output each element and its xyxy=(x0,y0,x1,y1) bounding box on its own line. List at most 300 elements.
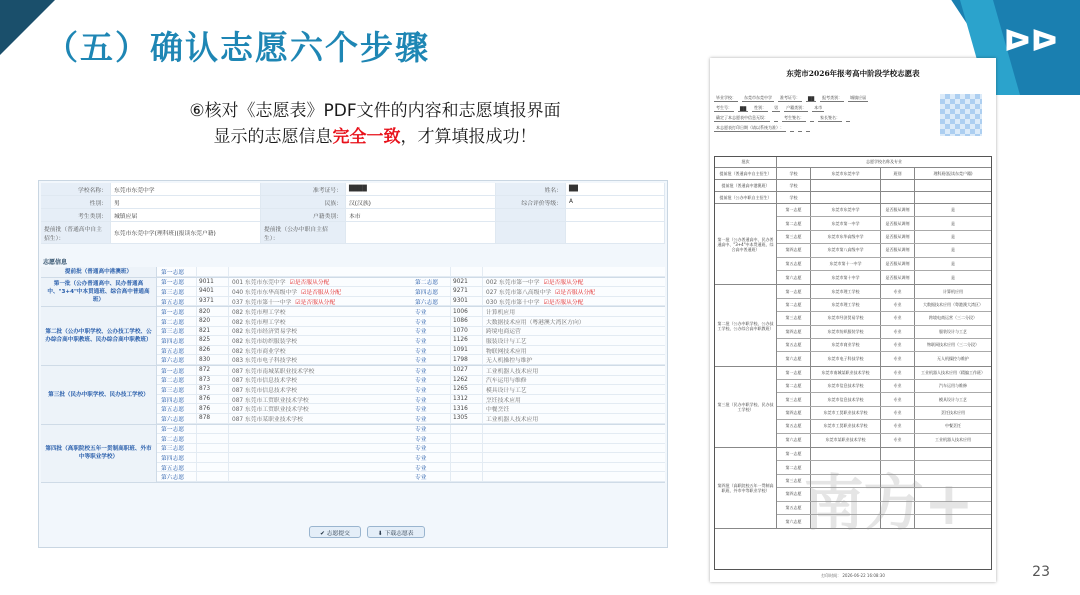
pdf-cell: 学校 xyxy=(777,168,811,179)
pdf-cell: 大数据技术应用（粤港澳大湾区） xyxy=(923,301,983,307)
pdf-cell: 东莞市纺织服装学校 xyxy=(811,326,881,338)
wish-label: 第四志愿 xyxy=(157,336,197,345)
obey-adjust-checkbox[interactable]: ☑是否服从分配 xyxy=(543,299,584,306)
wish-right xyxy=(411,278,665,287)
wish-left xyxy=(157,385,411,394)
wish-school-name: 040 东莞市东华高级中学 ☑是否服从分配 xyxy=(229,287,411,296)
slide-description xyxy=(130,98,620,150)
wish-school-name: 082 东莞市经济贸易学校 xyxy=(232,329,298,336)
pdf-batch-rows xyxy=(777,168,991,179)
pdf-col-header: 批次 xyxy=(715,157,777,167)
wish-right xyxy=(411,463,665,472)
wish-left xyxy=(157,444,411,453)
application-form-screenshot xyxy=(38,180,668,548)
pdf-cell xyxy=(915,180,991,191)
pdf-batch-name: 提前批（公办中职自主招生） xyxy=(715,192,777,203)
pdf-cell: 烹饪技术应用 xyxy=(941,410,965,416)
wish-right xyxy=(411,267,665,276)
info-label: 学校名称： xyxy=(41,183,111,195)
pdf-cell: 第六志愿 xyxy=(777,434,811,447)
wish-row xyxy=(157,336,665,346)
wish-code-input[interactable]: 1070 xyxy=(451,327,483,336)
pdf-wish-row xyxy=(777,367,991,380)
pdf-wish-row xyxy=(777,258,991,271)
pdf-cell: 第二志愿 xyxy=(777,217,811,229)
pdf-wish-row xyxy=(777,393,991,406)
info-value: 城镇应届 xyxy=(111,209,261,221)
wish-row xyxy=(157,366,665,376)
wish-row xyxy=(157,463,665,473)
pdf-cell: 物联网技术应用（三二分段） xyxy=(927,342,979,348)
wish-label: 第四志愿 xyxy=(157,453,197,462)
info-row xyxy=(41,196,665,209)
wish-label: 专业 xyxy=(411,395,451,404)
wish-left xyxy=(157,434,411,443)
wish-label: 第一志愿 xyxy=(157,425,197,434)
pdf-cell: 第五志愿 xyxy=(777,420,811,432)
watermark-logo: 南方+ xyxy=(803,469,974,539)
pdf-batch-row xyxy=(715,168,991,180)
wish-code-input[interactable]: 1316 xyxy=(451,404,483,413)
info-value xyxy=(566,222,665,243)
pdf-cell: 工业机器人技术应用 xyxy=(935,437,971,443)
wish-right xyxy=(411,414,665,423)
wish-label: 第一志愿 xyxy=(157,366,197,375)
wish-major-name xyxy=(483,453,665,462)
pdf-batch-rows xyxy=(777,204,991,284)
wish-right xyxy=(411,287,665,296)
batch-name: 第四批（高职院校五年一贯制高职班、外市中等职业学校） xyxy=(41,425,157,483)
wish-code-input[interactable]: 820 xyxy=(197,307,229,316)
wish-code-input[interactable]: 9401 xyxy=(197,287,229,296)
wish-code-input[interactable]: 1798 xyxy=(451,355,483,364)
wish-code-input[interactable]: 876 xyxy=(197,404,229,413)
pdf-head-blank xyxy=(846,121,850,122)
pdf-cell: 模具设计与工艺 xyxy=(939,396,967,402)
wish-code-input[interactable]: 1262 xyxy=(451,376,483,385)
wish-code-input[interactable] xyxy=(197,472,229,481)
wish-row xyxy=(157,267,665,277)
pdf-cell: 东莞市第十中学 xyxy=(811,271,881,284)
pdf-head-value: 东莞市东莞中学 xyxy=(744,95,772,100)
wish-row xyxy=(157,434,665,444)
wish-row xyxy=(157,472,665,482)
wish-label: 专业 xyxy=(411,317,451,326)
obey-adjust-checkbox[interactable]: ☑是否服从分配 xyxy=(295,299,336,306)
batch-rows xyxy=(157,267,665,277)
wish-code-input[interactable]: 872 xyxy=(197,366,229,375)
pdf-cell: 汽车运用与维修 xyxy=(939,383,967,389)
pdf-cell: 无人机操控与维护 xyxy=(937,355,969,361)
pdf-wish-form xyxy=(710,58,996,582)
info-label: 户籍类别： xyxy=(261,209,346,221)
pdf-cell: 第三志愿 xyxy=(777,475,811,487)
pdf-cell: 东莞市第十一中学 xyxy=(811,258,881,270)
wish-left xyxy=(157,297,411,306)
wish-school-name: 082 东莞市理工学校 xyxy=(232,310,286,316)
pdf-head-label: 报考类别： xyxy=(822,95,843,100)
wish-major-name: 物联网技术应用 xyxy=(486,348,527,355)
wish-row xyxy=(157,414,665,424)
wish-major-name: 中餐烹饪 xyxy=(486,407,510,413)
wish-label: 第二志愿 xyxy=(157,317,197,326)
wish-code-input[interactable] xyxy=(451,434,483,443)
wish-label: 第二志愿 xyxy=(157,434,197,443)
wish-code-input[interactable]: 826 xyxy=(197,346,229,355)
wish-major-name: 烹饪技术应用 xyxy=(486,397,521,404)
wish-label: 专业 xyxy=(411,425,451,434)
wish-label: 专业 xyxy=(411,355,451,364)
wish-code-input[interactable] xyxy=(197,267,229,276)
pdf-head-value: ██ xyxy=(808,96,815,101)
wish-right xyxy=(411,453,665,462)
form-actions xyxy=(309,526,425,538)
pdf-cell: 专业 xyxy=(881,434,915,447)
wish-code-input[interactable] xyxy=(197,434,229,443)
wish-row xyxy=(157,404,665,414)
pdf-batch-row xyxy=(715,285,991,366)
wish-left xyxy=(157,472,411,481)
wish-code-input[interactable]: 830 xyxy=(197,355,229,364)
wish-left xyxy=(157,307,411,316)
wish-code-input[interactable] xyxy=(197,463,229,472)
wish-major-name: 027 东莞市第八高级中学 ☑是否服从分配 xyxy=(483,287,665,296)
pdf-cell: 第二志愿 xyxy=(777,461,811,473)
wish-major-name xyxy=(483,425,665,434)
batch-block xyxy=(41,307,665,366)
batch-name: 第三批（民办中职学校、民办技工学校） xyxy=(41,366,157,424)
info-value xyxy=(566,209,665,221)
pdf-cell: 第五志愿 xyxy=(777,339,811,351)
pdf-head-label: 性别： xyxy=(754,105,767,110)
wish-code-input[interactable]: 1006 xyxy=(451,307,483,316)
wish-code-input[interactable] xyxy=(197,444,229,453)
wish-code-input[interactable] xyxy=(197,425,229,434)
pdf-cell: 东莞市某职业技术学校 xyxy=(811,434,881,447)
submit-button[interactable]: ✔ 志愿提交 xyxy=(309,526,361,538)
wish-major-name xyxy=(483,472,665,481)
pdf-head-blank xyxy=(798,131,802,132)
wish-major-name: 无人机操控与维护 xyxy=(486,358,533,364)
pdf-head-label: 确定了本志愿表中信息无误： xyxy=(716,115,768,120)
wish-code-input[interactable]: 9271 xyxy=(451,287,483,296)
wish-label: 专业 xyxy=(411,376,451,385)
wish-school-name xyxy=(229,425,411,434)
wish-row xyxy=(157,317,665,327)
pdf-wish-row xyxy=(777,285,991,298)
info-row xyxy=(41,222,665,244)
pdf-cell: 东莞市经济贸易学校 xyxy=(811,312,881,324)
info-value: ████ xyxy=(346,183,496,195)
wish-code-input[interactable]: 878 xyxy=(197,414,229,423)
pdf-cell: 跨境电商运营（三二分段） xyxy=(929,315,977,321)
wish-school-name: 087 东莞市信息技术学校 xyxy=(232,378,298,385)
wish-label: 第六志愿 xyxy=(157,355,197,364)
batch-block xyxy=(41,267,665,278)
wish-code-input[interactable] xyxy=(451,267,483,276)
wish-code-input[interactable]: 873 xyxy=(197,385,229,394)
pdf-cell: 第三志愿 xyxy=(777,231,811,243)
wish-major-name: 服装设计与工艺 xyxy=(486,338,527,345)
wish-row xyxy=(157,395,665,405)
pdf-cell: 专业 xyxy=(881,285,915,297)
pdf-cell: 是否服从调剂 xyxy=(881,244,915,256)
wish-label: 第三志愿 xyxy=(157,287,197,296)
wish-label: 第五志愿 xyxy=(157,404,197,413)
wish-label: 第五志愿 xyxy=(157,463,197,472)
wish-left xyxy=(157,414,411,423)
wish-row xyxy=(157,453,665,463)
pdf-cell: 专业 xyxy=(881,312,915,324)
info-row xyxy=(41,209,665,222)
wish-school-name xyxy=(229,453,411,462)
wish-left xyxy=(157,336,411,345)
wish-left xyxy=(157,317,411,326)
wish-label: 第六志愿 xyxy=(411,297,451,306)
obey-adjust-checkbox[interactable]: ☑是否服从分配 xyxy=(543,280,584,287)
pdf-cell: 是否服从调剂 xyxy=(881,271,915,284)
wish-right xyxy=(411,317,665,326)
pdf-cell: 专业 xyxy=(881,407,915,419)
wish-code-input[interactable]: 9011 xyxy=(197,278,229,287)
batch-rows xyxy=(157,307,665,365)
wish-major-name xyxy=(483,444,665,453)
batch-rows xyxy=(157,425,665,483)
pdf-cell: 东莞市电子科技学校 xyxy=(811,352,881,365)
pdf-title: 东莞市2026年报考高中阶段学校志愿表 xyxy=(786,69,920,78)
info-label: 姓名： xyxy=(496,183,566,195)
wish-right xyxy=(411,444,665,453)
info-value: 男 xyxy=(111,196,261,208)
pdf-wish-row xyxy=(777,312,991,325)
wish-label: 专业 xyxy=(411,434,451,443)
pdf-cell: 是否服从调剂 xyxy=(881,217,915,229)
pdf-cell: 专业 xyxy=(881,352,915,365)
wish-school-name xyxy=(229,444,411,453)
wish-code-input[interactable]: 1027 xyxy=(451,366,483,375)
info-value: 东莞市东莞中学 xyxy=(111,183,261,195)
wish-code-input[interactable]: 876 xyxy=(197,395,229,404)
wish-code-input[interactable] xyxy=(451,444,483,453)
pdf-table-header xyxy=(715,157,991,168)
pdf-head-label: 户籍类别： xyxy=(786,105,807,110)
pdf-cell: 东莞市第八高级中学 xyxy=(811,244,881,256)
obey-adjust-checkbox[interactable]: ☑是否服从分配 xyxy=(555,289,596,296)
wish-left xyxy=(157,267,411,276)
wish-label: 第六志愿 xyxy=(157,414,197,423)
wish-school-name: 037 东莞市第十一中学 ☑是否服从分配 xyxy=(229,297,411,306)
pdf-batch-row xyxy=(715,204,991,285)
download-button[interactable]: ⬇ 下载志愿表 xyxy=(367,526,425,538)
pdf-wish-row xyxy=(777,339,991,352)
wish-code-input[interactable] xyxy=(451,425,483,434)
wish-school-name xyxy=(229,463,411,472)
wish-school-name: 083 东莞市电子科技学校 xyxy=(232,358,298,364)
wish-row xyxy=(157,385,665,395)
batch-name: 第一批（公办普通高中、民办普通高中、"3+4"中本贯通班、综合高中普通高班） xyxy=(41,278,157,307)
wish-school-name: 087 东莞市南城某职业技术学校 xyxy=(232,368,315,375)
wish-code-input[interactable]: 1086 xyxy=(451,317,483,326)
wish-row xyxy=(157,346,665,356)
pdf-batch-name: 第三批（民办中职学校、民办技工学校） xyxy=(715,367,777,447)
pdf-head-blank xyxy=(774,121,778,122)
pdf-head-value: ██ xyxy=(740,106,747,111)
info-value: 汉(汉族) xyxy=(346,196,496,208)
wish-right xyxy=(411,395,665,404)
wish-major-name: 030 东莞市第十中学 ☑是否服从分配 xyxy=(483,297,665,306)
pdf-footer: 打印时间： 2026-06-22 16:08:30 xyxy=(821,573,885,578)
wish-label: 第一志愿 xyxy=(157,307,197,316)
pdf-batch-name: 提前批（普通高中自主招生） xyxy=(715,168,777,179)
info-row xyxy=(41,183,665,196)
pdf-cell xyxy=(915,192,991,203)
wish-major-name: 大数据技术应用（粤港澳大湾区方向） xyxy=(486,319,585,326)
wish-label: 专业 xyxy=(411,463,451,472)
wish-label: 专业 xyxy=(411,366,451,375)
wish-code-input[interactable] xyxy=(451,463,483,472)
batch-block xyxy=(41,278,665,308)
wish-batches xyxy=(41,267,665,483)
wish-major-name: 002 东莞市第一中学 ☑是否服从分配 xyxy=(483,278,665,287)
wish-row xyxy=(157,444,665,454)
wish-major-name xyxy=(483,434,665,443)
wish-left xyxy=(157,395,411,404)
wish-code-input[interactable]: 1126 xyxy=(451,336,483,345)
batch-block xyxy=(41,425,665,484)
wish-left xyxy=(157,425,411,434)
pdf-cell: 第六志愿 xyxy=(777,515,811,528)
info-label xyxy=(496,222,566,243)
wish-left xyxy=(157,376,411,385)
wish-code-input[interactable] xyxy=(197,453,229,462)
pdf-head-blank xyxy=(790,131,794,132)
pdf-batch-row xyxy=(715,180,991,192)
pdf-cell: 第四志愿 xyxy=(777,326,811,338)
wish-row xyxy=(157,278,665,288)
pdf-batch-rows xyxy=(777,192,991,203)
pdf-cell: 专业 xyxy=(881,420,915,432)
pdf-head-blank xyxy=(806,131,810,132)
pdf-cell: 是 xyxy=(951,233,955,239)
pdf-batch-name: 第四批（高职院校五年一贯制高职班、外市中等职业学校） xyxy=(715,448,777,528)
pdf-cell: 专业 xyxy=(881,326,915,338)
wish-school-name xyxy=(229,472,411,481)
pdf-wish-row xyxy=(777,204,991,217)
pdf-wish-row xyxy=(777,244,991,257)
wish-right xyxy=(411,307,665,316)
wish-code-input[interactable] xyxy=(451,453,483,462)
wish-right xyxy=(411,376,665,385)
obey-adjust-checkbox[interactable]: ☑是否服从分配 xyxy=(289,280,330,287)
pdf-cell: 东莞市信息技术学校 xyxy=(811,380,881,392)
pdf-cell: 学校 xyxy=(777,192,811,203)
batch-block xyxy=(41,366,665,425)
info-label: 提前批（普通高中自主招生）： xyxy=(41,222,111,243)
wish-code-input[interactable]: 9371 xyxy=(197,297,229,306)
pdf-cell: 专业 xyxy=(881,393,915,405)
info-label xyxy=(496,209,566,221)
pdf-cell: 是否服从调剂 xyxy=(881,204,915,216)
wish-school-name: 087 东莞市工贸职业技术学校 xyxy=(232,397,309,404)
desc-highlight: 完全一致 xyxy=(332,127,401,147)
batch-rows xyxy=(157,366,665,424)
pdf-cell: 是 xyxy=(951,207,955,213)
pdf-header-info xyxy=(714,92,992,142)
wish-code-input[interactable] xyxy=(451,472,483,481)
pdf-cell: 第六志愿 xyxy=(777,271,811,284)
wish-label: 第二志愿 xyxy=(411,278,451,287)
wish-left xyxy=(157,355,411,364)
desc-line-2 xyxy=(130,124,620,150)
pdf-cell: 东莞市第一中学 xyxy=(811,217,881,229)
wish-label: 专业 xyxy=(411,404,451,413)
pdf-cell: 专业 xyxy=(881,299,915,311)
info-label: 民族： xyxy=(261,196,346,208)
wish-right xyxy=(411,297,665,306)
wish-left xyxy=(157,287,411,296)
info-label: 提前批（公办中职自主招生）： xyxy=(261,222,346,243)
wish-row xyxy=(157,307,665,317)
wish-code-input[interactable]: 9301 xyxy=(451,297,483,306)
pdf-cell: 是 xyxy=(951,220,955,226)
pdf-cell: 东莞市东华高级中学 xyxy=(811,231,881,243)
pdf-batch-rows xyxy=(777,180,991,191)
pdf-cell: 第四志愿 xyxy=(777,488,811,500)
wish-code-input[interactable]: 873 xyxy=(197,376,229,385)
wish-code-input[interactable]: 821 xyxy=(197,327,229,336)
pdf-cell: 东莞市南城某职业技术学校 xyxy=(811,367,881,379)
batch-name: 提前批（普通高中港澳班） xyxy=(41,267,157,277)
info-label: 综合评价等级： xyxy=(496,196,566,208)
wish-school-name xyxy=(229,434,411,443)
wish-major-name: 跨境电商运营 xyxy=(486,329,521,336)
wish-code-input[interactable]: 1091 xyxy=(451,346,483,355)
pdf-cell: 班别 xyxy=(881,168,915,179)
pdf-cell: 东莞市信息技术学校 xyxy=(811,393,881,405)
wish-label: 专业 xyxy=(411,346,451,355)
pdf-batch-rows xyxy=(777,367,991,447)
obey-adjust-checkbox[interactable]: ☑是否服从分配 xyxy=(301,289,342,296)
pdf-batch-rows xyxy=(777,285,991,365)
wish-code-input[interactable]: 820 xyxy=(197,317,229,326)
desc-line-1: ⑥核对《志愿表》PDF文件的内容和志愿填报界面 xyxy=(189,101,561,121)
wish-left xyxy=(157,463,411,472)
pdf-wish-row xyxy=(777,407,991,420)
wish-label: 专业 xyxy=(411,385,451,394)
info-label: 考生类别： xyxy=(41,209,111,221)
pdf-cell: 东莞市工贸职业技术学校 xyxy=(811,407,881,419)
pdf-cell: 第三志愿 xyxy=(777,393,811,405)
pdf-wish-row xyxy=(777,326,991,339)
wish-right xyxy=(411,355,665,364)
pdf-cell: 第一志愿 xyxy=(777,448,811,460)
wish-code-input[interactable]: 1305 xyxy=(451,414,483,423)
pdf-batch-row xyxy=(715,367,991,448)
wish-code-input[interactable]: 825 xyxy=(197,336,229,345)
wish-code-input[interactable]: 9021 xyxy=(451,278,483,287)
pdf-cell xyxy=(881,180,915,191)
wish-right xyxy=(411,366,665,375)
pdf-cell: 是否服从调剂 xyxy=(881,258,915,270)
pdf-wish-row xyxy=(777,420,991,433)
wish-left xyxy=(157,278,411,287)
pdf-cell: 是 xyxy=(951,274,955,280)
pdf-cell: 第五志愿 xyxy=(777,258,811,270)
batch-name: 第二批（公办中职学校、公办技工学校、公办综合高中职教班、民办综合高中职教班） xyxy=(41,307,157,365)
wish-code-input[interactable]: 1312 xyxy=(451,395,483,404)
wish-label: 第五志愿 xyxy=(157,346,197,355)
wish-code-input[interactable]: 1265 xyxy=(451,385,483,394)
